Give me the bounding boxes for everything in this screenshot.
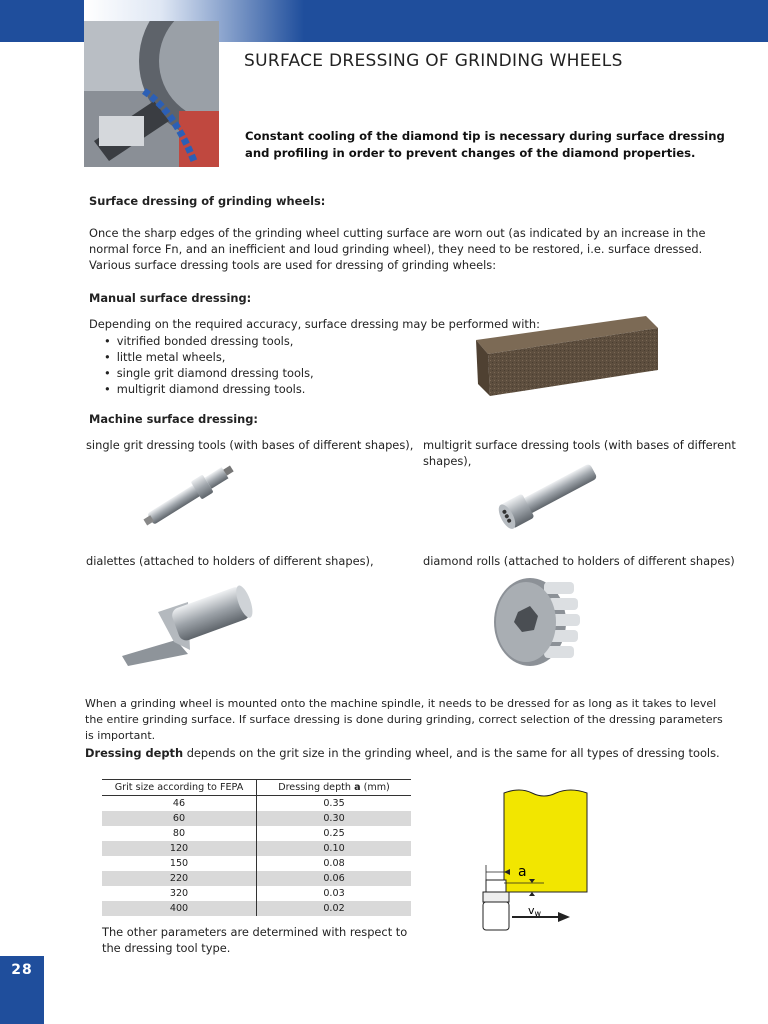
table-row: 150 0.08 xyxy=(102,856,411,871)
list-item: • single grit diamond dressing tools, xyxy=(104,365,314,381)
dressing-depth-paragraph xyxy=(85,745,735,761)
table-row: 120 0.10 xyxy=(102,841,411,856)
manual-list xyxy=(104,333,314,397)
intro-text: Constant cooling of the diamond tip is necessary during surface dressing and profiling in order to prevent changes of the diamond properties. xyxy=(245,129,725,160)
list-item: • multigrit diamond dressing tools. xyxy=(104,381,314,397)
table-row: 60 0.30 xyxy=(102,811,411,826)
table-row: 220 0.06 xyxy=(102,871,411,886)
list-item: • vitrified bonded dressing tools, xyxy=(104,333,314,349)
caption-multigrit: multigrit surface dressing tools (with bases of different shapes), xyxy=(423,438,736,468)
table-header-grit: Grit size according to FEPA xyxy=(102,780,257,796)
dressing-stick-image xyxy=(468,310,663,400)
table-row: 46 0.35 xyxy=(102,796,411,812)
dressing-depth-diagram xyxy=(470,785,600,940)
manual-intro: Depending on the required accuracy, surface dressing may be performed with: xyxy=(89,317,540,331)
list-item: • little metal wheels, xyxy=(104,349,314,365)
manual-heading: Manual surface dressing: xyxy=(89,291,252,305)
table-header-depth: Dressing depth a (mm) xyxy=(257,780,412,796)
section-paragraph-1: Once the sharp edges of the grinding wheel cutting surface are worn out (as indicated by an increase in the normal force Fn, and an inefficient and loud grinding wheel), they need to be restored, i.e. surface dressed. xyxy=(89,226,706,256)
footnote: The other parameters are determined with respect to the dressing tool type. xyxy=(102,925,408,955)
table-row: 400 0.02 xyxy=(102,901,411,916)
caption-dialettes: dialettes (attached to holders of different shapes), xyxy=(86,554,374,568)
dressing-depth-term: Dressing depth xyxy=(85,746,184,760)
single-grit-tool-image xyxy=(135,458,245,530)
caption-single-grit: single grit dressing tools (with bases of different shapes), xyxy=(86,438,414,452)
diamond-roll-image xyxy=(488,572,583,672)
page-number: 28 xyxy=(11,962,33,978)
diagram-label-v: vw xyxy=(528,904,542,918)
table-row: 80 0.25 xyxy=(102,826,411,841)
dressing-depth-text: depends on the grit size in the grinding wheel, and is the same for all types of dressing tools. xyxy=(183,746,720,760)
section-paragraph-2: Various surface dressing tools are used for dressing of grinding wheels: xyxy=(89,258,497,272)
grit-table xyxy=(102,779,411,916)
header-photo xyxy=(84,21,219,167)
machine-heading: Machine surface dressing: xyxy=(89,412,258,426)
section-heading: Surface dressing of grinding wheels: xyxy=(89,194,326,208)
caption-diamond-rolls: diamond rolls (attached to holders of different shapes) xyxy=(423,554,735,568)
multigrit-tool-image xyxy=(490,460,605,532)
mounting-paragraph: When a grinding wheel is mounted onto the machine spindle, it needs to be dressed for as long as it takes to level the entire grinding surface. If surface dressing is done during grinding, correct selection of the dressing parameters is important. xyxy=(85,697,723,742)
diagram-label-a: a xyxy=(518,864,527,880)
table-header-row xyxy=(102,780,411,796)
page-title: SURFACE DRESSING OF GRINDING WHEELS xyxy=(244,51,623,71)
table-row: 320 0.03 xyxy=(102,886,411,901)
dialette-image xyxy=(118,582,253,667)
